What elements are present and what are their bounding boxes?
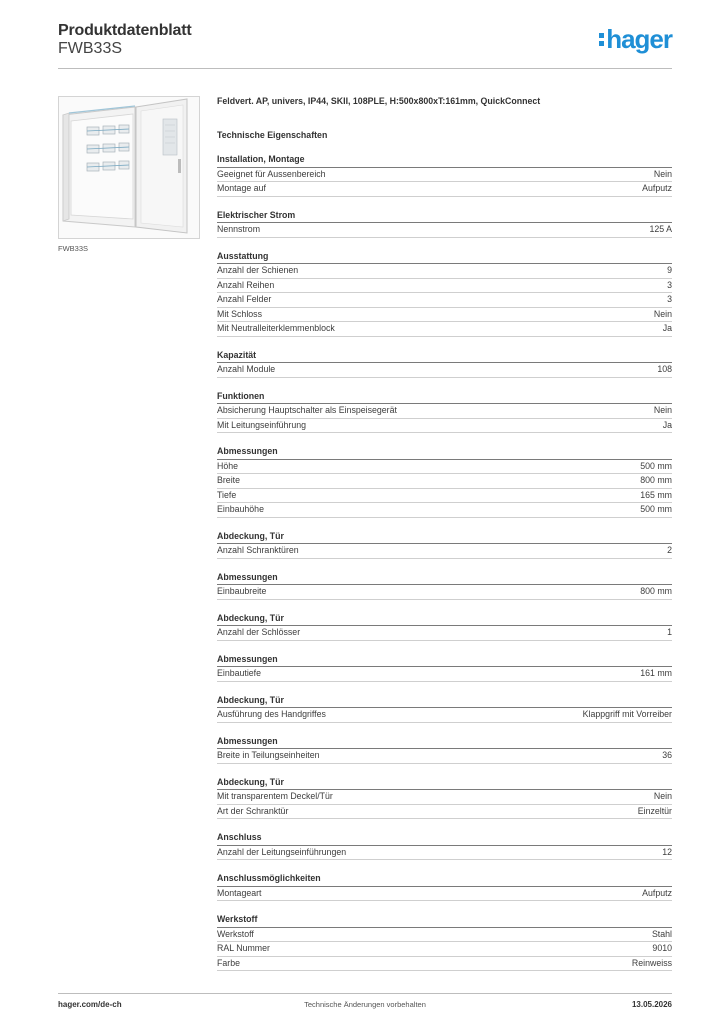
- property-row: [217, 182, 672, 197]
- property-row: [217, 887, 672, 902]
- footer-disclaimer: Technische Änderungen vorbehalten: [304, 1000, 426, 1009]
- property-value: 3: [667, 294, 672, 304]
- property-label: Montage auf: [217, 183, 266, 193]
- property-group: [217, 349, 672, 378]
- property-row: [217, 790, 672, 805]
- property-value: 3: [667, 279, 672, 290]
- group-title: Abdeckung, Tür: [217, 776, 672, 791]
- property-groups: [217, 153, 672, 971]
- property-value: Reinweiss: [631, 957, 672, 968]
- property-value: Ja: [662, 323, 672, 333]
- property-label: Breite in Teilungseinheiten: [217, 750, 320, 760]
- product-image: [58, 96, 200, 239]
- property-group: [217, 653, 672, 682]
- property-row: [217, 264, 672, 279]
- group-title: Abdeckung, Tür: [217, 530, 672, 545]
- property-label: Mit transparentem Deckel/Tür: [217, 791, 333, 801]
- property-row: [217, 942, 672, 957]
- property-value: 500 mm: [640, 504, 672, 514]
- group-title: Abmessungen: [217, 653, 672, 668]
- footer-date: 13.05.2026: [631, 1000, 672, 1009]
- property-group: [217, 735, 672, 764]
- property-value: 800 mm: [640, 586, 672, 596]
- group-title: Elektrischer Strom: [217, 209, 672, 224]
- property-label: Geeignet für Aussenbereich: [217, 168, 326, 179]
- group-title: Installation, Montage: [217, 153, 672, 168]
- property-label: Breite: [217, 475, 240, 485]
- property-group: [217, 612, 672, 641]
- property-value: 9010: [652, 943, 672, 953]
- property-value: Aufputz: [642, 183, 672, 193]
- property-row: [217, 503, 672, 518]
- property-value: 9: [667, 265, 672, 275]
- property-row: [217, 805, 672, 820]
- property-value: Nein: [653, 308, 672, 319]
- property-group: [217, 913, 672, 971]
- distribution-board-illustration: [59, 97, 199, 238]
- property-label: Nennstrom: [217, 224, 261, 234]
- group-title: Abdeckung, Tür: [217, 694, 672, 709]
- property-row: [217, 667, 672, 682]
- property-value: 165 mm: [640, 489, 672, 500]
- logo-dots-icon: [599, 33, 604, 49]
- footer-website: hager.com/de-ch: [58, 1000, 122, 1009]
- property-value: Einzeltür: [637, 805, 672, 816]
- property-label: Mit Schloss: [217, 308, 262, 319]
- property-row: [217, 957, 672, 972]
- property-row: [217, 293, 672, 308]
- product-code: FWB33S: [58, 40, 123, 57]
- group-title: Kapazität: [217, 349, 672, 364]
- property-value: 500 mm: [640, 460, 672, 471]
- property-group: [217, 776, 672, 820]
- property-group: [217, 530, 672, 559]
- page-footer: [58, 993, 672, 1017]
- property-value: Nein: [653, 168, 672, 179]
- property-label: Anzahl der Leitungseinführungen: [217, 846, 347, 857]
- property-label: Einbauhöhe: [217, 504, 264, 514]
- property-label: Art der Schranktür: [217, 805, 289, 816]
- property-group: [217, 445, 672, 518]
- hager-logo: [599, 26, 672, 52]
- property-value: Nein: [653, 405, 672, 415]
- property-row: [217, 460, 672, 475]
- group-title: Funktionen: [217, 390, 672, 405]
- property-row: [217, 489, 672, 504]
- property-row: [217, 544, 672, 559]
- property-row: [217, 419, 672, 434]
- property-row: [217, 474, 672, 489]
- property-row: [217, 168, 672, 183]
- property-label: Absicherung Hauptschalter als Einspeisegerät: [217, 405, 397, 415]
- property-value: Aufputz: [642, 887, 672, 898]
- property-row: [217, 223, 672, 238]
- group-title: Abmessungen: [217, 571, 672, 586]
- property-label: Anzahl der Schlösser: [217, 627, 301, 637]
- property-group: [217, 153, 672, 197]
- group-title: Abmessungen: [217, 445, 672, 460]
- datasheet-content: [217, 95, 672, 971]
- group-title: Abdeckung, Tür: [217, 612, 672, 627]
- property-label: Farbe: [217, 957, 240, 968]
- property-group: [217, 872, 672, 901]
- property-row: [217, 322, 672, 337]
- document-title: Produktdatenblatt: [58, 22, 192, 39]
- property-label: Einbaubreite: [217, 586, 267, 596]
- property-label: Tiefe: [217, 489, 237, 500]
- property-row: [217, 585, 672, 600]
- property-value: 2: [667, 545, 672, 555]
- property-row: [217, 928, 672, 943]
- group-title: Anschluss: [217, 831, 672, 846]
- property-label: Mit Leitungseinführung: [217, 419, 307, 430]
- property-row: [217, 626, 672, 641]
- property-group: [217, 694, 672, 723]
- property-row: [217, 404, 672, 419]
- property-group: [217, 209, 672, 238]
- page-header: [58, 20, 672, 69]
- product-description: Feldvert. AP, univers, IP44, SKII, 108PLE, H:500x800xT:161mm, QuickConnect: [217, 96, 541, 106]
- property-value: 161 mm: [640, 668, 672, 678]
- group-title: Werkstoff: [217, 913, 672, 928]
- property-label: Mit Neutralleiterklemmenblock: [217, 323, 335, 333]
- product-image-caption: FWB33S: [58, 244, 89, 253]
- property-label: Anzahl der Schienen: [217, 265, 299, 275]
- property-group: [217, 390, 672, 434]
- technical-properties-heading: Technische Eigenschaften: [217, 130, 328, 140]
- property-value: Stahl: [651, 928, 672, 939]
- property-value: 125 A: [649, 224, 672, 234]
- property-label: Anzahl Felder: [217, 294, 272, 304]
- property-label: Anzahl Reihen: [217, 279, 275, 290]
- property-value: Nein: [653, 791, 672, 801]
- property-label: Anzahl Module: [217, 364, 276, 374]
- property-row: [217, 363, 672, 378]
- property-row: [217, 846, 672, 861]
- property-value: 108: [657, 364, 672, 374]
- property-value: Klappgriff mit Vorreiber: [582, 709, 672, 719]
- group-title: Abmessungen: [217, 735, 672, 750]
- property-label: RAL Nummer: [217, 943, 270, 953]
- property-row: [217, 279, 672, 294]
- property-label: Einbautiefe: [217, 668, 262, 678]
- property-value: Ja: [662, 419, 672, 430]
- property-row: [217, 749, 672, 764]
- property-group: [217, 831, 672, 860]
- property-row: [217, 308, 672, 323]
- property-value: 36: [662, 750, 672, 760]
- group-title: Anschlussmöglichkeiten: [217, 872, 672, 887]
- group-title: Ausstattung: [217, 250, 672, 265]
- property-label: Anzahl Schranktüren: [217, 545, 299, 555]
- property-label: Werkstoff: [217, 928, 254, 939]
- property-group: [217, 571, 672, 600]
- property-label: Montageart: [217, 887, 262, 898]
- property-value: 800 mm: [640, 475, 672, 485]
- property-label: Höhe: [217, 460, 239, 471]
- logo-text: hager: [606, 24, 672, 54]
- property-label: Ausführung des Handgriffes: [217, 709, 326, 719]
- property-group: [217, 250, 672, 337]
- property-value: 12: [662, 846, 672, 857]
- property-row: [217, 708, 672, 723]
- property-value: 1: [667, 627, 672, 637]
